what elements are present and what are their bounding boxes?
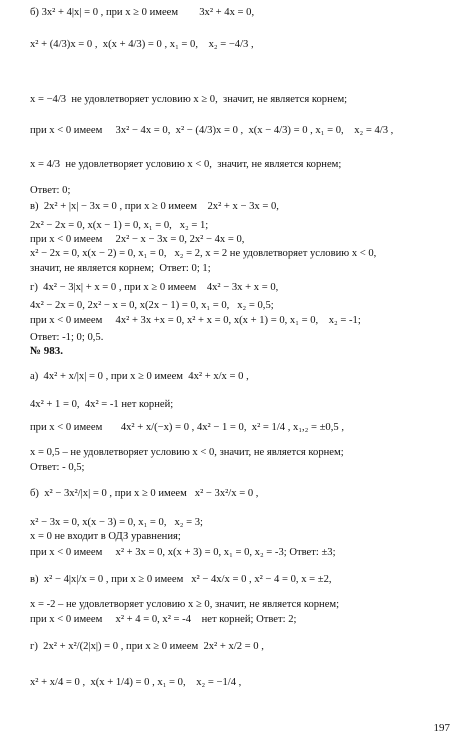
text-line: x² + (4/3)x = 0 , x(x + 4/3) = 0 , x₁ = 0, x₂ = −4/3 , [30, 39, 254, 50]
text-line: при x < 0 имеем x² + 4 = 0, x² = -4 нет корней; Ответ: 2; [30, 614, 297, 625]
text-line: г) 2x² + x²/(2|x|) = 0 , при x ≥ 0 имеем 2x² + x/2 = 0 , [30, 641, 264, 652]
text-line: значит, не является корнем; Ответ: 0; 1; [30, 263, 211, 274]
text-line: 2x² − 2x = 0, x(x − 1) = 0, x₁ = 0, x₂ = 1; [30, 220, 209, 231]
text-line: 4x² + 1 = 0, 4x² = -1 нет корней; [30, 399, 174, 410]
text-line: г) 4x² − 3|x| + x = 0 , при x ≥ 0 имеем 4x² − 3x + x = 0, [30, 282, 279, 293]
text-line: Ответ: 0; [30, 185, 71, 196]
text-line: в) x² − 4|x|/x = 0 , при x ≥ 0 имеем x² − 4x/x = 0 , x² − 4 = 0, x = ±2, [30, 574, 332, 585]
text-line: в) 2x² + |x| − 3x = 0 , при x ≥ 0 имеем 2x² + x − 3x = 0, [30, 201, 279, 212]
text-line: x = 0,5 – не удовлетворяет условию x < 0, значит, не является корнем; [30, 447, 344, 458]
page-number: 197 [433, 722, 450, 734]
text-line: x = 4/3 не удовлетворяет условию x < 0, значит, не является корнем; [30, 159, 342, 170]
text-line: Ответ: -1; 0; 0,5. [30, 332, 104, 343]
text-line: при x < 0 имеем x² + 3x = 0, x(x + 3) = 0, x₁ = 0, x₂ = -3; Ответ: ±3; [30, 547, 336, 558]
text-line: а) 4x² + x/|x| = 0 , при x ≥ 0 имеем 4x² + x/x = 0 , [30, 371, 249, 382]
text-line: x = −4/3 не удовлетворяет условию x ≥ 0, значит, не является корнем; [30, 94, 348, 105]
text-line: б) x² − 3x²/|x| = 0 , при x ≥ 0 имеем x² − 3x²/x = 0 , [30, 488, 259, 499]
text-line: Ответ: - 0,5; [30, 462, 85, 473]
text-line: 4x² − 2x = 0, 2x² − x = 0, x(2x − 1) = 0, x₁ = 0, x₂ = 0,5; [30, 300, 274, 311]
text-line: б) 3x² + 4|x| = 0 , при x ≥ 0 имеем 3x² + 4x = 0, [30, 7, 255, 18]
text-line: при x < 0 имеем 4x² + 3x +x = 0, x² + x = 0, x(x + 1) = 0, x₁ = 0, x₂ = -1; [30, 315, 361, 326]
text-line: x² − 2x = 0, x(x − 2) = 0, x₁ = 0, x₂ = 2, x = 2 не удовлетворяет условию x < 0, [30, 248, 377, 259]
text-line: при x < 0 имеем 4x² + x/(−x) = 0 , 4x² − 1 = 0, x² = 1/4 , x₁,₂ = ±0,5 , [30, 422, 344, 433]
text-line: x² + x/4 = 0 , x(x + 1/4) = 0 , x₁ = 0, x₂ = −1/4 , [30, 677, 242, 688]
text-line: x = 0 не входит в ОДЗ уравнения; [30, 531, 181, 542]
text-line: x² − 3x = 0, x(x − 3) = 0, x₁ = 0, x₂ = 3; [30, 517, 203, 528]
text-line: при x < 0 имеем 2x² − x − 3x = 0, 2x² − 4x = 0, [30, 234, 245, 245]
problem-heading: № 983. [30, 345, 64, 357]
text-line: x = -2 – не удовлетворяет условию x ≥ 0, значит, не является корнем; [30, 599, 340, 610]
text-line: при x < 0 имеем 3x² − 4x = 0, x² − (4/3)x = 0 , x(x − 4/3) = 0 , x₁ = 0, x₂ = 4/3 , [30, 125, 394, 136]
